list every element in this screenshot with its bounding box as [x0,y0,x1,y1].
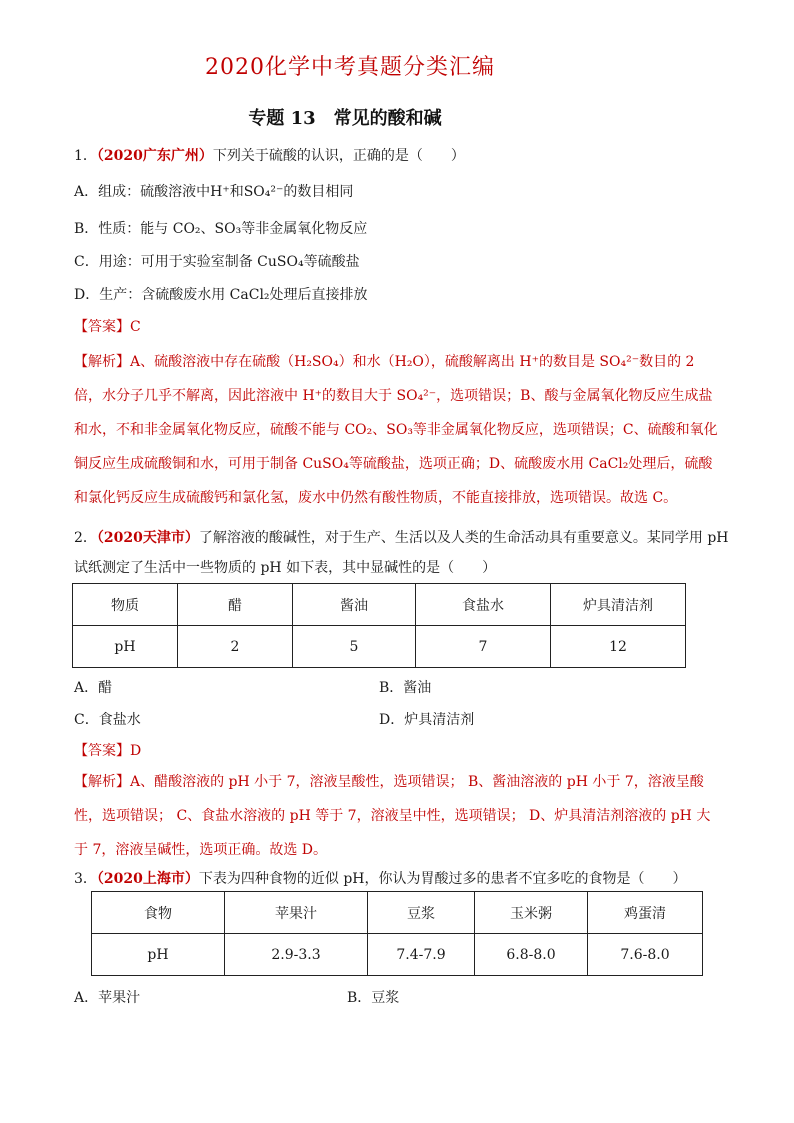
table-cell: 7.6-8.0 [588,934,703,976]
table-cell: 2.9-3.3 [225,934,368,976]
q1-number: 1． [74,148,97,164]
table-header-cell: 苹果汁 [225,892,368,934]
q2-option-b: B．酱油 [379,680,432,696]
table-cell: 6.8-8.0 [475,934,588,976]
table-header-cell: 炉具清洁剂 [551,584,686,626]
q3-option-b: B．豆浆 [347,990,400,1006]
q3-stem [74,868,687,888]
q1-answer: 【答案】C [74,319,141,335]
table-header-cell: 豆浆 [368,892,475,934]
q2-option-a: A．醋 [74,680,113,696]
q2-stem-text1: 了解溶液的酸碱性，对于生产、生活以及人类的生命活动具有重要意义。某同学用 pH [198,530,729,546]
q1-option-b: B．性质：能与 CO₂、SO₃等非金属氧化物反应 [74,221,368,237]
q2-option-d: D．炉具清洁剂 [379,712,475,728]
table-header-cell: 食盐水 [416,584,551,626]
table-header-cell: 醋 [178,584,293,626]
document-title: 2020化学中考真题分类汇编 [205,55,495,80]
q3-source: （2020上海市） [96,871,199,887]
table-cell: pH [73,626,178,668]
table-cell: 7.4-7.9 [368,934,475,976]
table-row [92,934,703,976]
table-header-cell: 食物 [92,892,225,934]
table-header-cell: 鸡蛋清 [588,892,703,934]
section-subtitle: 专题 13 常见的酸和碱 [248,108,442,129]
q2-number: 2． [74,530,97,546]
table-cell: 12 [551,626,686,668]
q3-stem-text: 下表为四种食物的近似 pH，你认为胃酸过多的患者不宜多吃的食物是（ ） [198,871,687,887]
q1-source: （2020广东广州） [96,148,213,164]
table-cell: pH [92,934,225,976]
table-row [92,892,703,934]
q1-stem-text: 下列关于硫酸的认识，正确的是（ ） [212,148,465,164]
q2-stem-line1 [74,527,729,547]
table-header-cell: 物质 [73,584,178,626]
q2-answer: 【答案】D [74,743,142,759]
table-cell: 2 [178,626,293,668]
q3-number: 3． [74,871,97,887]
table-header-cell: 玉米粥 [475,892,588,934]
q2-stem-line2: 试纸测定了生活中一些物质的 pH 如下表，其中显碱性的是（ ） [74,560,497,576]
q2-ph-table [72,583,686,668]
table-cell: 7 [416,626,551,668]
q1-option-a: A．组成：硫酸溶液中H⁺和SO₄²⁻的数目相同 [74,184,354,200]
q3-option-a: A．苹果汁 [74,990,141,1006]
table-header-cell: 酱油 [293,584,416,626]
q1-analysis: 【解析】A、硫酸溶液中存在硫酸（H₂SO₄）和水（H₂O），硫酸解离出 H⁺的数目是 SO₄²⁻数目的 2 倍，水分子几乎不解离，因此溶液中 H⁺的数目大于 SO₄²⁻，选项错误；B、酸与金属氧化物反应生成盐和水，不和非金属氧化物反应，硫酸不能与 CO₂、SO₃等非金属氧化物反应，选项错误；C、硫酸和氧化铜反应生成硫酸铜和水，可用于制备 CuSO₄等硫酸盐，选项正确；D、硫酸废水用 CaCl₂处理后，硫酸和氯化钙反应生成硫酸钙和氯化氢，废水中仍然有酸性物质，不能直接排放，选项错误。故选 C。 [74,354,718,506]
table-row [73,584,686,626]
q3-ph-table [91,891,703,976]
table-cell: 5 [293,626,416,668]
q2-option-c: C．食盐水 [74,712,141,728]
q2-source: （2020天津市） [96,530,199,546]
q2-analysis: 【解析】A、醋酸溶液的 pH 小于 7，溶液呈酸性，选项错误； B、酱油溶液的 pH 小于 7，溶液呈酸性，选项错误； C、食盐水溶液的 pH 等于 7，溶液呈中性，选项错误； D、炉具清洁剂溶液的 pH 大于 7，溶液呈碱性，选项正确。故选 D。 [74,774,711,858]
q1-stem [74,145,465,165]
table-row [73,626,686,668]
q1-option-d: D．生产：含硫酸废水用 CaCl₂处理后直接排放 [74,287,368,303]
q1-option-c: C．用途：可用于实验室制备 CuSO₄等硫酸盐 [74,254,360,270]
